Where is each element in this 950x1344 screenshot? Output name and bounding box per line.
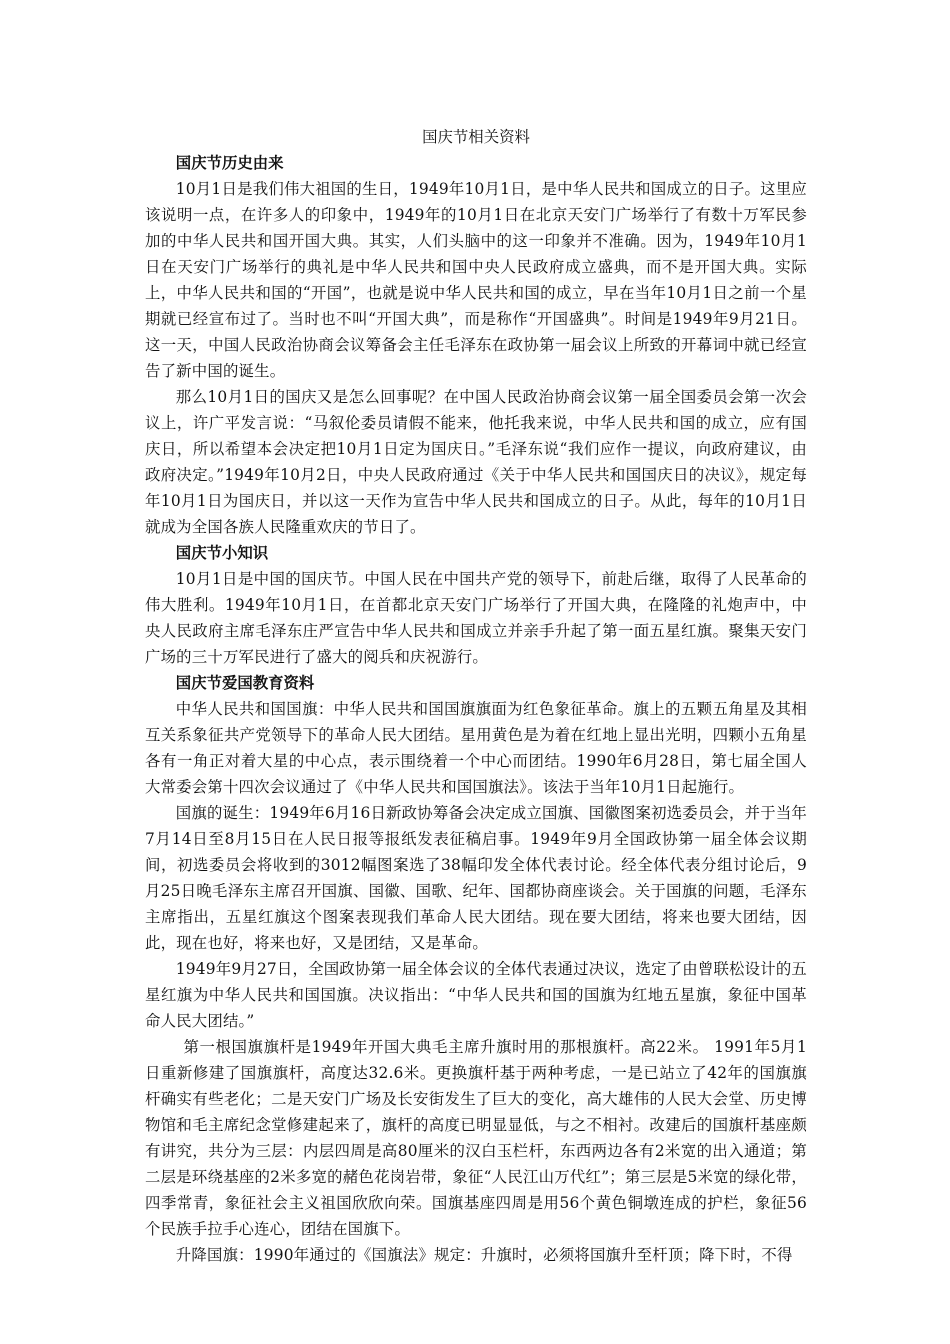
paragraph: 中华人民共和国国旗：中华人民共和国国旗旗面为红色象征革命。旗上的五颗五角星及其相互关系象征共产党领导下的革命人民大团结。星用黄色是为着在红地上显出光明，四颗小五角星各有一角正对着大星的中心点，表示围绕着一个中心而团结。1990年6月28日，第七届全国人大常委会第十四次会议通过了《中华人民共和国国旗法》。该法于当年10月1日起施行。 (145, 700, 807, 796)
section-heading-patriotic-education: 国庆节爱国教育资料 (175, 674, 315, 692)
paragraph: 10月1日是我们伟大祖国的生日，1949年10月1日，是中华人民共和国成立的日子。这里应该说明一点，在许多人的印象中，1949年的10月1日在北京天安门广场举行了有数十万军民参加的中华人民共和国开国大典。其实，人们头脑中的这一印象并不准确。因为，1949年10月1日在天安门广场举行的典礼是中华人民共和国中央人民政府成立盛典，而不是开国大典。实际上，中华人民共和国的“开国”，也就是说中华人民共和国的成立，早在当年10月1日之前一个星期就已经宣布过了。当时也不叫“开国大典”，而是称作“开国盛典”。时间是1949年9月21日。这一天，中国人民政治协商会议筹备会主任毛泽东在政协第一届会议上所致的开幕词中就已经宣告了新中国的诞生。 (145, 180, 807, 380)
document-body (145, 124, 807, 1268)
paragraph: 1949年9月27日，全国政协第一届全体会议的全体代表通过决议，选定了由曾联松设计的五星红旗为中华人民共和国国旗。决议指出：“中华人民共和国的国旗为红地五星旗，象征中国革命人民大团结。” (145, 960, 808, 1030)
paragraph: 10月1日是中国的国庆节。中国人民在中国共产党的领导下，前赴后继，取得了人民革命的伟大胜利。1949年10月1日，在首都北京天安门广场举行了开国大典，在隆隆的礼炮声中，中央人民政府主席毛泽东庄严宣告中华人民共和国成立并亲手升起了第一面五星红旗。聚集天安门广场的三十万军民进行了盛大的阅兵和庆祝游行。 (145, 570, 807, 666)
paragraph: 国旗的诞生：1949年6月16日新政协筹备会决定成立国旗、国徽图案初选委员会，并于当年7月14日至8月15日在人民日报等报纸发表征稿启事。1949年9月全国政协第一届全体会议期间，初选委员会将收到的3012幅图案选了38幅印发全体代表讨论。经全体代表分组讨论后，9月25日晚毛泽东主席召开国旗、国徽、国歌、纪年、国都协商座谈会。关于国旗的问题，毛泽东主席指出，五星红旗这个图案表现我们革命人民大团结。现在要大团结，将来也要大团结，因此，现在也好，将来也好，又是团结，又是革命。 (145, 804, 808, 952)
section-heading-facts: 国庆节小知识 (175, 544, 269, 562)
paragraph: 升降国旗：1990年通过的《国旗法》规定：升旗时，必须将国旗升至杆顶；降下时，不得 (175, 1246, 793, 1264)
paragraph: 第一根国旗旗杆是1949年开国大典毛主席升旗时用的那根旗杆。高22米。 1991年5月1日重新修建了国旗旗杆，高度达32.6米。更换旗杆基于两种考虑，一是已站立了42年的国旗旗杆确实有些老化；二是天安门广场及长安街发生了巨大的变化，高大雄伟的人民大会堂、历史博物馆和毛主席纪念堂修建起来了，旗杆的高度已明显显低，与之不相衬。改建后的国旗杆基座颇有讲究，共分为三层：内层四周是高80厘米的汉白玉栏杆，东西两边各有2米宽的出入通道；第二层是环绕基座的2米多宽的赭色花岗岩带，象征“人民江山万代红”；第三层是5米宽的绿化带，四季常青，象征社会主义祖国欣欣向荣。国旗基座四周是用56个黄色铜墩连成的护栏，象征56个民族手拉手心连心，团结在国旗下。 (145, 1038, 807, 1238)
document-title: 国庆节相关资料 (422, 128, 530, 146)
section-heading-history: 国庆节历史由来 (175, 154, 284, 172)
paragraph: 那么10月1日的国庆又是怎么回事呢？在中国人民政治协商会议第一届全国委员会第一次会议上，许广平发言说：“马叙伦委员请假不能来，他托我来说，中华人民共和国的成立，应有国庆日，所以希望本会决定把10月1日定为国庆日。”毛泽东说“我们应作一提议，向政府建议，由政府决定。”1949年10月2日，中央人民政府通过《关于中华人民共和国国庆日的决议》，规定每年10月1日为国庆日，并以这一天作为宣告中华人民共和国成立的日子。从此，每年的10月1日就成为全国各族人民隆重欢庆的节日了。 (145, 388, 807, 536)
